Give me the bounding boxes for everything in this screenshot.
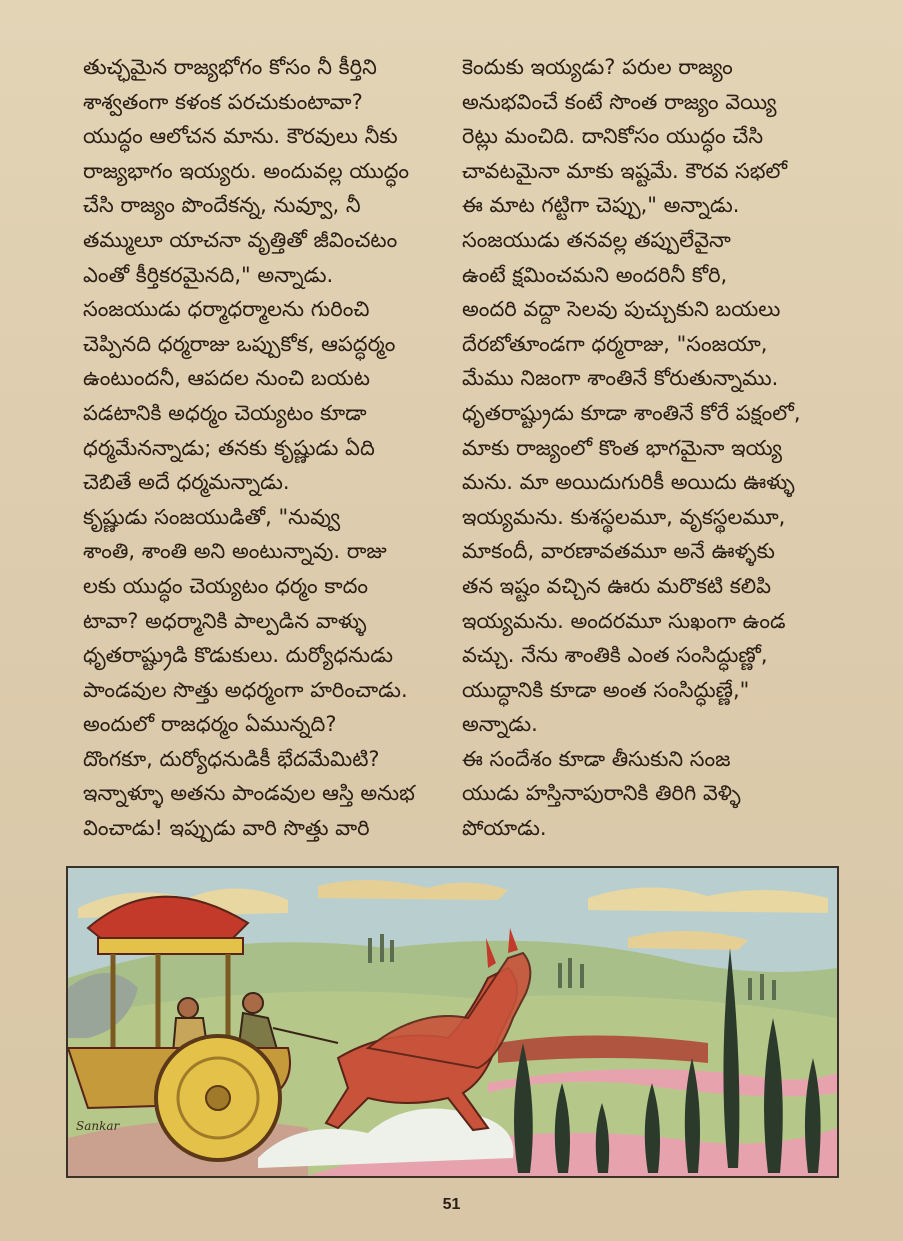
left-line: తమ్ములూ యాచనా వృత్తితో జీవించటం — [83, 227, 398, 252]
left-line: దొంగకూ, దుర్యోధనుడికీ భేదమేమిటి? — [83, 746, 380, 771]
right-line: అన్నాడు. — [462, 712, 538, 737]
left-line: తుచ్ఛమైన రాజ్యభోగం కోసం నీ కీర్తిని — [83, 55, 377, 79]
left-line: సంజయుడు ధర్మాధర్మాలను గురించి — [83, 297, 370, 322]
left-line: ఇన్నాళ్ళూ అతను పాండవుల ఆస్తి అనుభ — [83, 781, 415, 806]
right-line: దేరబోతూండగా ధర్మరాజు, "సంజయా, — [462, 331, 768, 356]
left-line: ఎంతో కీర్తికరమైనది," అన్నాడు. — [83, 262, 334, 287]
illustration-svg — [68, 868, 837, 1176]
text-column-right — [462, 50, 847, 846]
left-line: వించాడు! ఇప్పుడు వారి సొత్తు వారి — [83, 816, 370, 841]
right-line: తన ఇష్టం వచ్చిన ఊరు మరొకటి కలిపి — [462, 573, 772, 598]
right-line: ఇయ్యమను. అందరమూ సుఖంగా ఉండ — [462, 608, 786, 633]
right-line: మాకందీ, వారణావతమూ అనే ఊళ్ళకు — [462, 539, 775, 564]
right-line: ఈ మాట గట్టిగా చెప్పు," అన్నాడు. — [462, 193, 740, 218]
right-line: మేము నిజంగా శాంతినే కోరుతున్నాము. — [462, 366, 779, 391]
left-line: యుద్ధం ఆలోచన మాను. కౌరవులు నీకు — [83, 124, 398, 149]
left-line: ఉంటుందనీ, ఆపదల నుంచి బయట — [83, 366, 370, 391]
artist-signature: Sankar — [76, 1119, 120, 1133]
left-line: పడటానికి అధర్మం చెయ్యటం కూడా — [83, 400, 367, 425]
right-line: ఈ సందేశం కూడా తీసుకుని సంజ — [462, 746, 731, 771]
left-line: అందులో రాజధర్మం ఏమున్నది? — [83, 712, 337, 737]
right-line: అనుభవించే కంటే సొంత రాజ్యం వెయ్యి — [462, 89, 777, 114]
right-line: యుడు హస్తినాపురానికి తిరిగి వెళ్ళి — [462, 781, 741, 806]
right-line: మాకు రాజ్యంలో కొంత భాగమైనా ఇయ్య — [462, 435, 782, 460]
right-line: కెందుకు ఇయ్యడు? పరుల రాజ్యం — [462, 55, 733, 79]
left-line: కృష్ణుడు సంజయుడితో, "నువ్వు — [83, 504, 341, 529]
right-line: ధృతరాష్ట్రుడు కూడా శాంతినే కోరే పక్షంలో, — [462, 400, 801, 425]
left-line: చెప్పినది ధర్మరాజు ఒప్పుకోక, ఆపద్ధర్మం — [83, 331, 396, 356]
left-line: చెబితే అదే ధర్మమన్నాడు. — [83, 470, 290, 495]
page-number: 51 — [442, 1196, 461, 1213]
left-line: లకు యుద్ధం చెయ్యటం ధర్మం కాదం — [83, 573, 369, 598]
left-line: రాజ్యభాగం ఇయ్యరు. అందువల్ల యుద్ధం — [83, 158, 410, 183]
left-line: ధర్మమేనన్నాడు; తనకు కృష్ణుడు ఏది — [83, 435, 375, 460]
right-line: రెట్లు మంచిది. దానికోసం యుద్ధం చేసి — [462, 124, 764, 149]
right-line: చావటమైనా మాకు ఇష్టమే. కౌరవ సభలో — [462, 158, 788, 183]
left-line: చేసి రాజ్యం పొందేకన్న, నువ్వూ, నీ — [83, 193, 361, 218]
left-line: ధృతరాష్ట్రుడి కొడుకులు. దుర్యోధనుడు — [83, 643, 393, 668]
left-line: పాండవుల సొత్తు అధర్మంగా హరించాడు. — [83, 677, 408, 702]
right-line: సంజయుడు తనవల్ల తప్పులేవైనా — [462, 227, 731, 252]
right-line: పోయాడు. — [462, 816, 547, 841]
right-line: వచ్చు. నేను శాంతికి ఎంత సంసిద్ధుణ్ణో, — [462, 643, 768, 668]
text-column-left — [83, 50, 468, 846]
left-line: టావా? అధర్మానికి పాల్పడిన వాళ్ళు — [83, 608, 367, 633]
right-line: ఉంటే క్షమించమని అందరినీ కోరి, — [462, 262, 728, 287]
right-line: ఇయ్యమను. కుశస్థలమూ, వృకస్థలమూ, — [462, 504, 786, 529]
left-line: శాశ్వతంగా కళంక పరచుకుంటావా? — [83, 89, 363, 114]
left-line: శాంతి, శాంతి అని అంటున్నావు. రాజు — [83, 539, 387, 564]
right-line: మను. మా అయిదుగురికీ అయిదు ఊళ్ళు — [462, 470, 795, 495]
right-line: యుద్ధానికి కూడా అంత సంసిద్ధుణ్ణే," — [462, 677, 750, 702]
chariot-illustration — [66, 866, 839, 1178]
right-line: అందరి వద్దా సెలవు పుచ్చుకుని బయలు — [462, 297, 781, 322]
